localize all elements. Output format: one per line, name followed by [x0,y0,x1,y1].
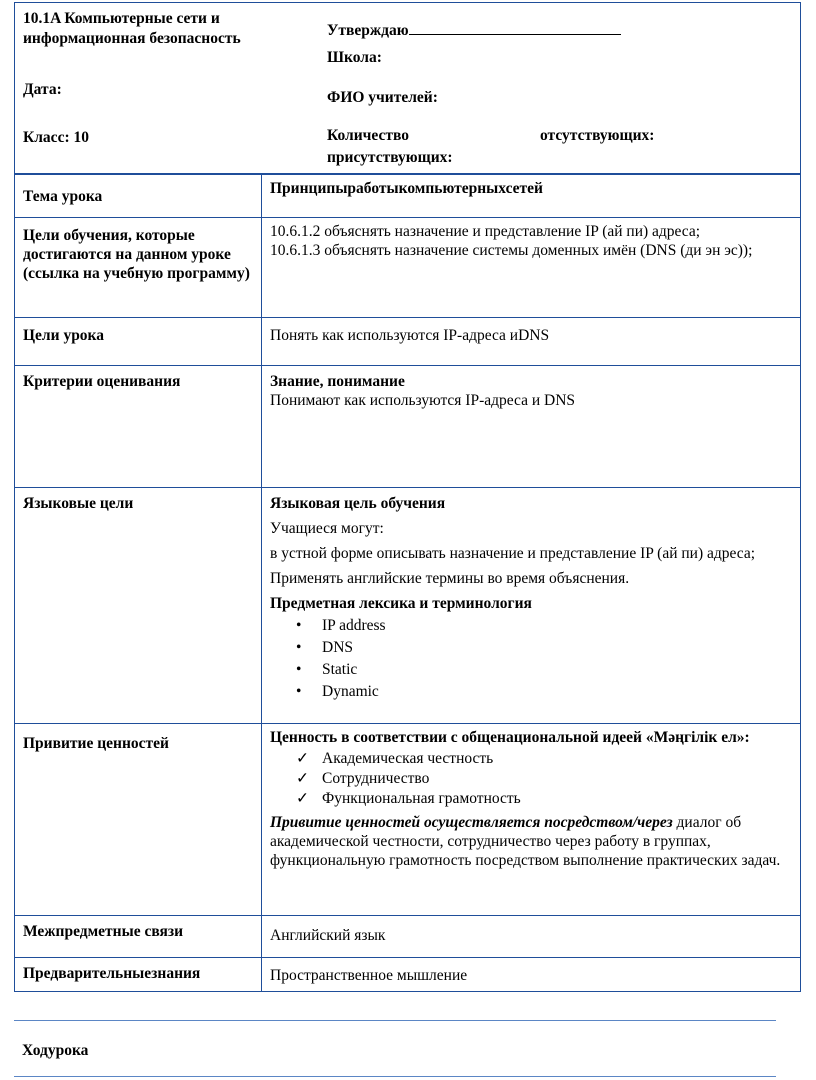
students-can: Учащиеся могут: [270,520,384,537]
check-icon: ✓ [296,790,309,807]
prior-knowledge-label: Предварительныезнания [15,958,262,992]
list-item: ✓ Функциональная грамотность [296,790,521,807]
approve-label: Утверждаю [327,22,409,39]
vocab-heading: Предметная лексика и терминология [270,595,532,612]
check-icon: ✓ [296,750,309,767]
list-item: • Dynamic [322,681,794,703]
divider [14,1020,776,1021]
criteria-heading: Знание, понимание [270,373,405,390]
list-item: • IP address [322,615,794,637]
count-label: Количество [327,127,409,144]
table-row [15,724,801,916]
lesson-code: 10.1A Компьютерные сети и информационная безопасность [23,10,241,47]
values-list [270,749,794,809]
present-label: присутствующих: [327,149,453,166]
topic-value: Принципыработыкомпьютерныхсетей [262,175,801,218]
language-goals-label: Языковые цели [15,488,262,724]
objectives-label: Цели обучения, которые достигаются на данном уроке (ссылка на учебную программу) [15,218,262,318]
topic-label: Тема урока [15,175,262,218]
language-heading: Языковая цель обучения [270,495,446,512]
class-label: Класс: 10 [23,129,89,146]
list-item: ✓ Академическая честность [296,750,494,767]
language-goals-value [262,488,801,724]
interdisciplinary-value: Английский язык [262,916,801,958]
values-label: Привитие ценностей [15,724,262,916]
table-row [15,366,801,488]
terms-list [270,615,794,703]
list-item: • DNS [322,637,794,659]
language-line: в устной форме описывать назначение и представление IP (ай пи) адреса; [270,545,756,562]
values-heading: Ценность в соответствии с общенациональной идеей «Мәңгілік ел»: [270,729,750,746]
absent-label: отсутствующих: [540,127,655,144]
list-item: • Static [322,659,794,681]
table-row [15,958,801,992]
table-row [15,218,801,318]
criteria-value [262,366,801,488]
list-item: ✓ Сотрудничество [296,770,430,787]
values-rest: диалог об академической честности, сотрудничество через работу в группах, функциональную грамотность посредством выполнение практических задач. [270,814,781,869]
values-description [270,813,794,870]
objective-line: 10.6.1.2 объяснять назначение и представление IP (ай пи) адреса; [270,223,701,240]
table-row [15,318,801,366]
criteria-label: Критерии оценивания [15,366,262,488]
table-row [15,488,801,724]
signature-line [409,19,621,35]
check-icon: ✓ [296,770,309,787]
criteria-text: Понимают как используются IP-адреса и DNS [270,392,576,409]
objectives-value [262,218,801,318]
teachers-label: ФИО учителей: [327,89,438,106]
table-row [15,916,801,958]
lesson-goals-label: Цели урока [15,318,262,366]
divider [14,1076,776,1077]
objective-line: 10.6.1.3 объяснять назначение системы доменных имён (DNS (ди эн эс)); [270,242,753,259]
course-title: Ходурока [22,1042,89,1059]
prior-knowledge-value: Пространственное мышление [262,958,801,992]
lesson-header [14,2,801,174]
interdisciplinary-label: Межпредметные связи [15,916,262,958]
language-line: Применять английские термины во время объяснения. [270,570,630,587]
values-value [262,724,801,916]
school-label: Школа: [327,49,382,66]
date-label: Дата: [23,81,62,98]
lesson-plan-table [14,174,801,992]
approve-line [327,19,621,40]
table-row [15,175,801,218]
lesson-goals-value: Понять как используются IP-адреса иDNS [262,318,801,366]
values-italic-lead: Привитие ценностей осуществляется посредством/через [270,814,673,831]
